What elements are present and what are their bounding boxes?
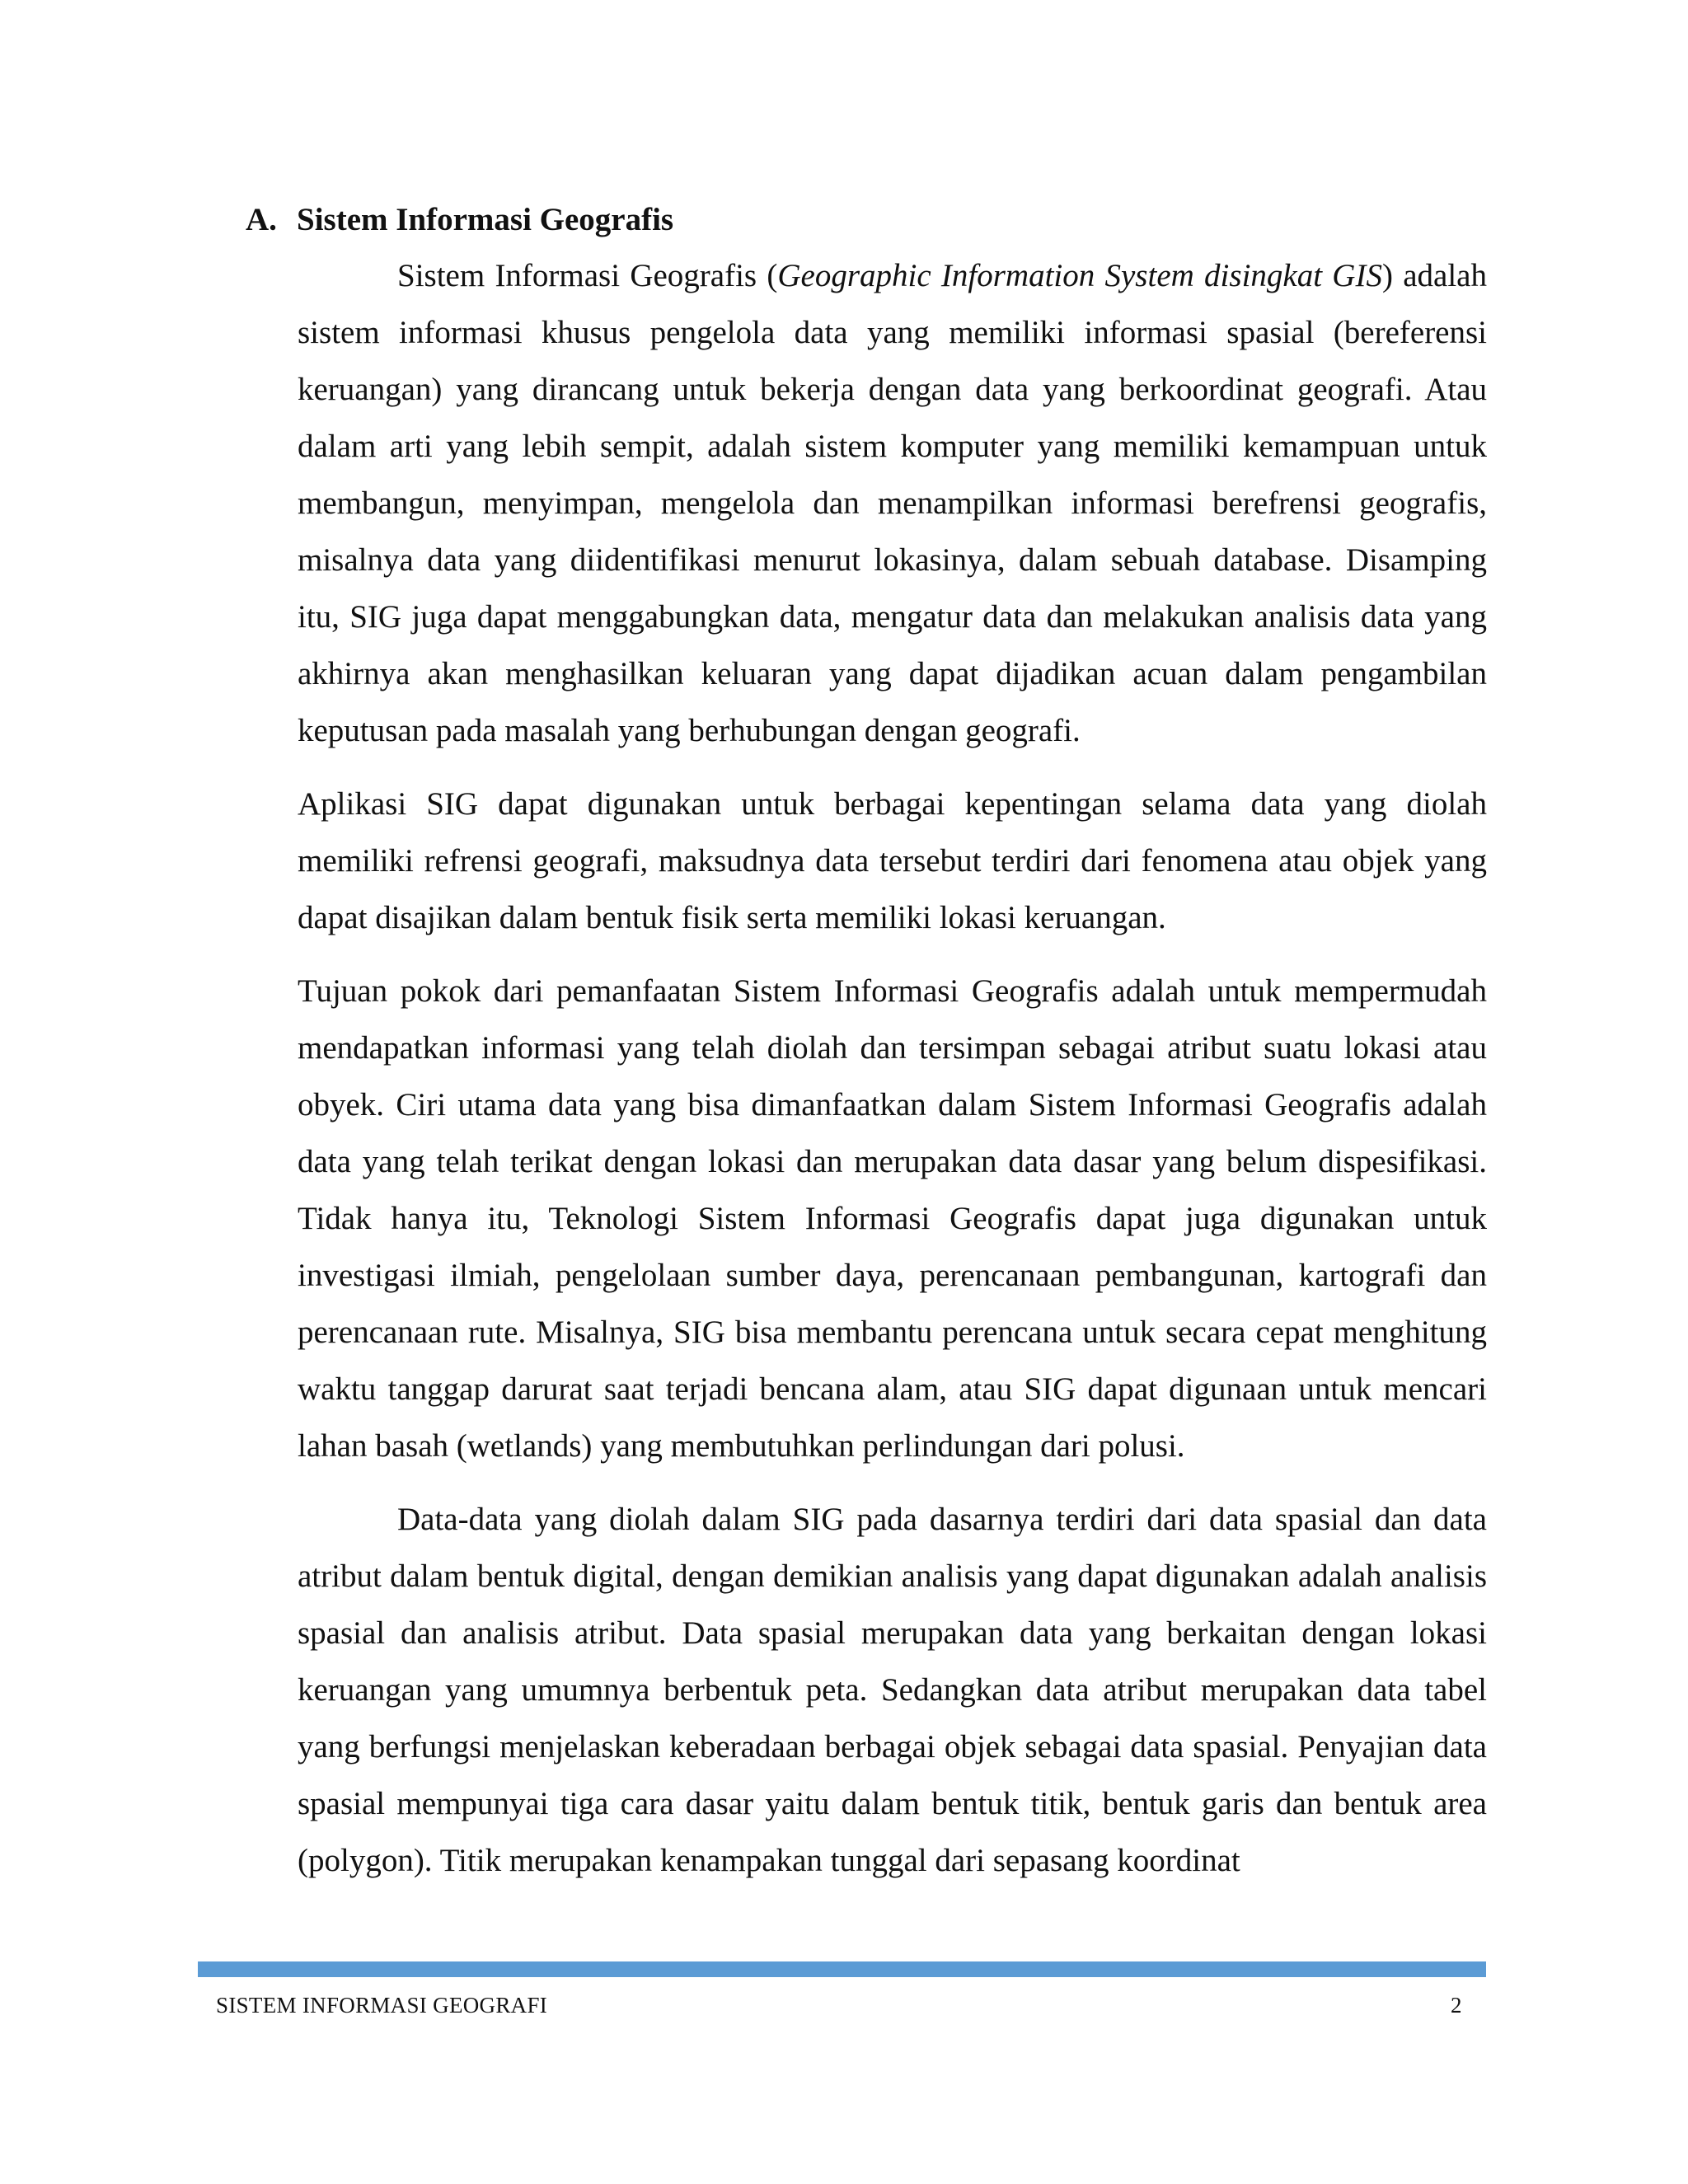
paragraph-1-lead: Sistem Informasi Geografis (: [397, 258, 778, 293]
paragraph-4: Data-data yang diolah dalam SIG pada dasarnya terdiri dari data spasial dan data atribut dalam bentuk digital, dengan demikian analisis yang dapat digunakan adalah analisis spasial dan analisis atribut. Data spasial merupakan data yang berkaitan dengan lokasi keruangan yang umumnya berbentuk peta. Sedangkan data atribut merupakan data tabel yang berfungsi menjelaskan keberadaan berbagai objek sebagai data spasial. Penyajian data spasial mempunyai tiga cara dasar yaitu dalam bentuk titik, bentuk garis dan bentuk area (polygon). Titik merupakan kenampakan tunggal dari sepasang koordinat: [298, 1502, 1487, 1878]
footer-divider-bar: [198, 1961, 1486, 1977]
section-letter: A.: [246, 202, 277, 237]
section-heading: [246, 199, 673, 241]
body-text: [298, 247, 1487, 1889]
footer-title: SISTEM INFORMASI GEOGRAFI: [216, 1993, 548, 2018]
page-number: 2: [1451, 1993, 1462, 2018]
paragraph-1: [298, 247, 1487, 759]
paragraph-2: Aplikasi SIG dapat digunakan untuk berbagai kepentingan selama data yang diolah memiliki refrensi geografi, maksudnya data tersebut terdiri dari fenomena atau objek yang dapat disajikan dalam bentuk fisik serta memiliki lokasi keruangan.: [298, 786, 1487, 935]
paragraph-3: Tujuan pokok dari pemanfaatan Sistem Informasi Geografis adalah untuk mempermudah mendapatkan informasi yang telah diolah dan tersimpan sebagai atribut suatu lokasi atau obyek. Ciri utama data yang bisa dimanfaatkan dalam Sistem Informasi Geografis adalah data yang telah terikat dengan lokasi dan merupakan data dasar yang belum dispesifikasi. Tidak hanya itu, Teknologi Sistem Informasi Geografis dapat juga digunakan untuk investigasi ilmiah, pengelolaan sumber daya, perencanaan pembangunan, kartografi dan perencanaan rute. Misalnya, SIG bisa membantu perencana untuk secara cepat menghitung waktu tanggap darurat saat terjadi bencana alam, atau SIG dapat digunaan untuk mencari lahan basah (wetlands) yang membutuhkan perlindungan dari polusi.: [298, 973, 1487, 1464]
section-title: Sistem Informasi Geografis: [297, 202, 674, 237]
paragraph-1-rest: ) adalah sistem informasi khusus pengelola data yang memiliki informasi spasial (bereferensi keruangan) yang dirancang untuk bekerja dengan data yang berkoordinat geografi. Atau dalam arti yang lebih sempit, adalah sistem komputer yang memiliki kemampuan untuk membangun, menyimpan, mengelola dan menampilkan informasi berefrensi geografis, misalnya data yang diidentifikasi menurut lokasinya, dalam sebuah database. Disamping itu, SIG juga dapat menggabungkan data, mengatur data dan melakukan analisis data yang akhirnya akan menghasilkan keluaran yang dapat dijadikan acuan dalam pengambilan keputusan pada masalah yang berhubungan dengan geografi.: [298, 258, 1487, 748]
paragraph-1-italic: Geographic Information System disingkat GIS: [777, 258, 1382, 293]
